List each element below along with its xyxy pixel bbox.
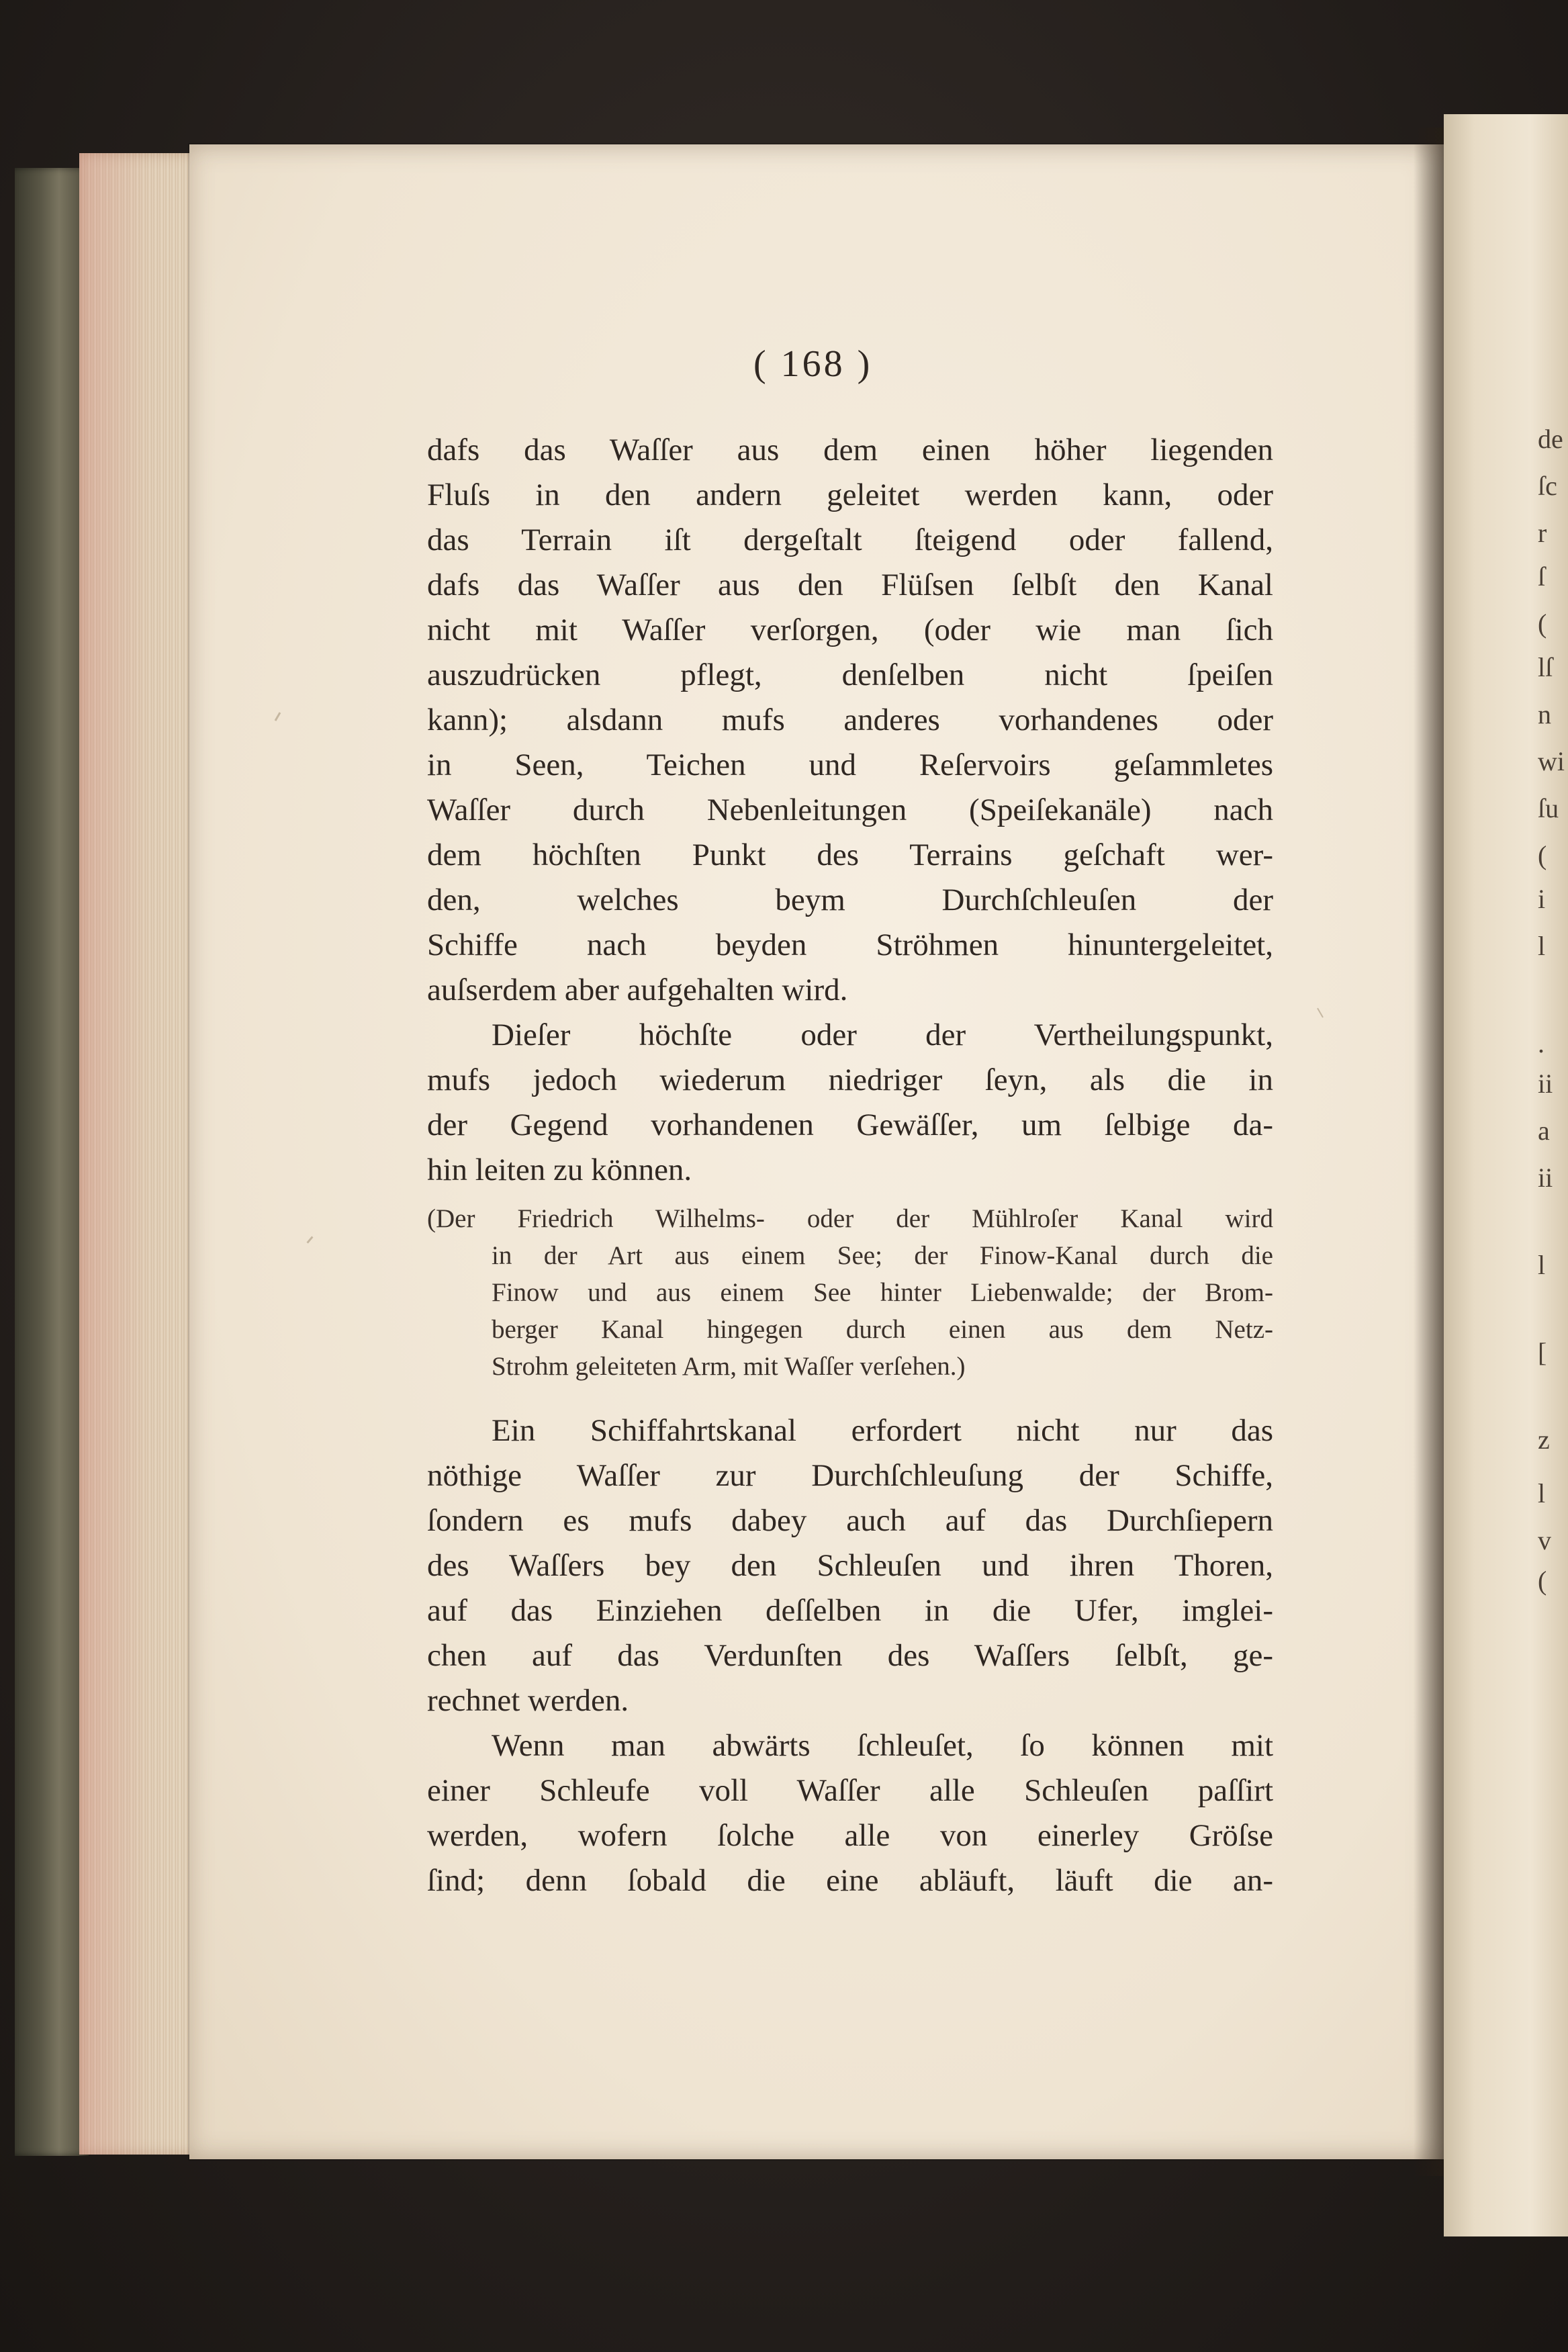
note-line: Finow und aus einem See hinter Liebenwalde; der Brom- — [492, 1278, 1273, 1307]
facing-fragment: a — [1538, 1116, 1550, 1146]
text-line: auszudrücken pflegt, denſelben nicht ſpeiſen — [427, 658, 1273, 692]
text-line: rechnet werden. — [427, 1683, 629, 1718]
text-line: mufs jedoch wiederum niedriger ſeyn, als die in — [427, 1062, 1273, 1097]
facing-fragment: z — [1538, 1424, 1550, 1455]
page-fore-edge — [79, 153, 197, 2155]
text-line: der Gegend vorhandenen Gewäſſer, um ſelbige da- — [427, 1107, 1273, 1142]
facing-fragment: ( — [1538, 1566, 1547, 1596]
facing-fragment: v — [1538, 1525, 1551, 1555]
text-line: einer Schleufe voll Waſſer alle Schleuſen paſſirt — [427, 1773, 1273, 1808]
text-line: hin leiten zu können. — [427, 1152, 692, 1187]
text-line: nöthige Waſſer zur Durchſchleuſung der Schiffe, — [427, 1458, 1273, 1493]
text-line: Dieſer höchſte oder der Vertheilungspunkt, — [492, 1017, 1273, 1052]
facing-fragment: l — [1538, 1250, 1546, 1280]
text-line: Ein Schiffahrtskanal erfordert nicht nur das — [492, 1413, 1273, 1448]
text-line: werden, wofern ſolche alle von einerley Gröſse — [427, 1818, 1273, 1853]
text-line: ſondern es mufs dabey auch auf das Durchſiepern — [427, 1503, 1273, 1538]
text-line: nicht mit Waſſer verſorgen, (oder wie man ſich — [427, 613, 1273, 647]
facing-fragment: wi — [1538, 746, 1565, 776]
text-line: dafs das Waſſer aus dem einen höher liegenden — [427, 433, 1273, 467]
text-line: Schiffe nach beyden Ströhmen hinuntergeleitet, — [427, 928, 1273, 962]
text-line: Waſſer durch Nebenleitungen (Speiſekanäle) nach — [427, 793, 1273, 827]
facing-fragment: ( — [1538, 840, 1547, 870]
facing-page-text — [1538, 0, 1568, 2352]
facing-fragment: de — [1538, 424, 1563, 454]
facing-fragment: l — [1538, 931, 1546, 961]
text-line: dem höchſten Punkt des Terrains geſchaft wer- — [427, 838, 1273, 872]
facing-fragment: ( — [1538, 608, 1547, 639]
facing-fragment: ii — [1538, 1163, 1553, 1193]
text-line: Fluſs in den andern geleitet werden kann, oder — [427, 478, 1273, 512]
facing-fragment: . — [1538, 1028, 1544, 1058]
text-line: das Terrain iſt dergeſtalt ſteigend oder fallend, — [427, 523, 1273, 557]
facing-fragment: ii — [1538, 1069, 1553, 1099]
facing-fragment: ſ — [1538, 561, 1546, 592]
text-line: auf das Einziehen deſſelben in die Ufer, imglei- — [427, 1593, 1273, 1628]
note-line: berger Kanal hingegen durch einen aus dem Netz- — [492, 1315, 1273, 1344]
facing-fragment: lſ — [1538, 652, 1553, 682]
facing-fragment: r — [1538, 518, 1547, 548]
text-line: in Seen, Teichen und Reſervoirs geſammletes — [427, 748, 1273, 782]
text-line: ſind; denn ſobald die eine abläuft, läuft die an- — [427, 1863, 1273, 1898]
text-line: kann); alsdann mufs anderes vorhandenes oder — [427, 703, 1273, 737]
text-line: dafs das Waſſer aus den Flüſsen ſelbſt den Kanal — [427, 568, 1273, 602]
facing-fragment: ſu — [1538, 793, 1559, 823]
note-line: in der Art aus einem See; der Finow-Kanal durch die — [492, 1241, 1273, 1270]
running-head-page-number: ( 168 ) — [753, 343, 873, 385]
facing-fragment: ſc — [1538, 471, 1557, 501]
facing-fragment: i — [1538, 884, 1546, 914]
facing-fragment: l — [1538, 1478, 1546, 1508]
text-line: den, welches beym Durchſchleuſen der — [427, 883, 1273, 917]
text-line: auſserdem aber aufgehalten wird. — [427, 973, 848, 1007]
note-line: Strohm geleiteten Arm, mit Waſſer verſehen.) — [492, 1352, 966, 1381]
book-cover-board — [15, 168, 89, 2156]
facing-fragment: [ — [1538, 1337, 1547, 1367]
note-line: (Der Friedrich Wilhelms- oder der Mühlroſer Kanal wird — [427, 1204, 1273, 1233]
text-line: chen auf das Verdunſten des Waſſers ſelbſt, ge- — [427, 1638, 1273, 1673]
text-line: des Waſſers bey den Schleuſen und ihren Thoren, — [427, 1548, 1273, 1583]
facing-fragment: n — [1538, 699, 1551, 729]
text-line: Wenn man abwärts ſchleuſet, ſo können mit — [492, 1728, 1273, 1763]
